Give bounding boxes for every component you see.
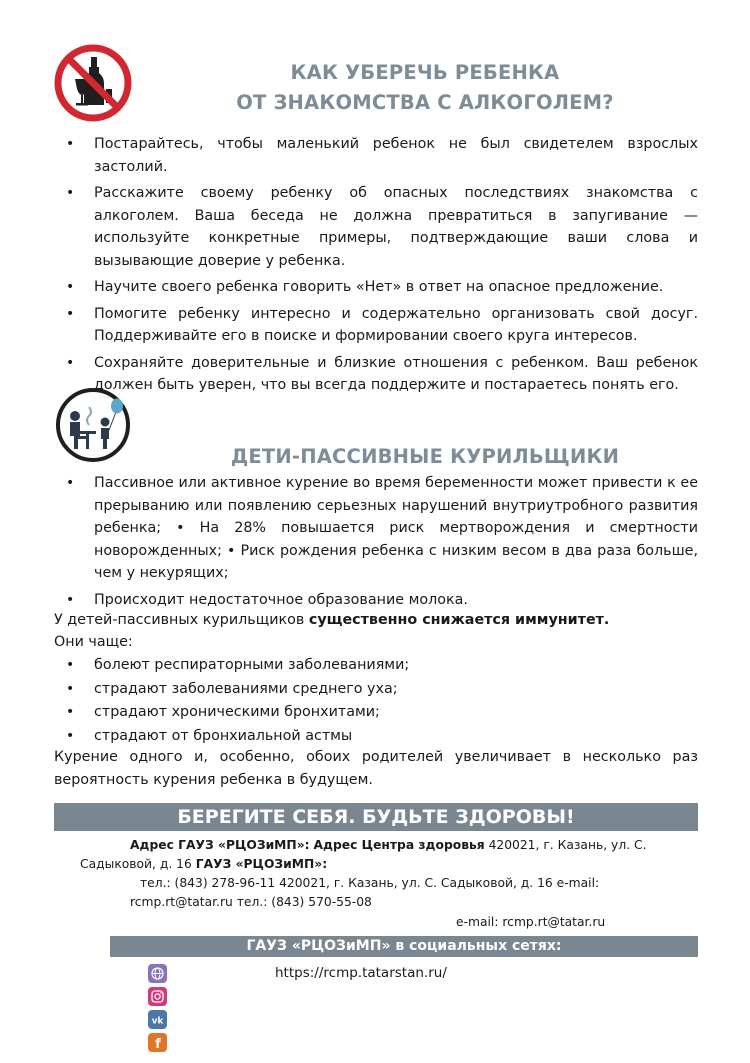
list-item: • Научите своего ребенка говорить «Нет» в ответ на опасное предложение. xyxy=(54,276,698,299)
list-item: • Помогите ребенку интересно и содержательно организовать свой досуг. Поддерживайте его в поиске и формировании своего круга интересов. xyxy=(54,303,698,348)
section1-title-line2: ОТ ЗНАКОМСТВА С АЛКОГОЛЕМ? xyxy=(236,91,614,114)
section2-title: ДЕТИ-ПАССИВНЫЕ КУРИЛЬЩИКИ xyxy=(230,445,620,468)
list-item: • Постарайтесь, чтобы маленький ребенок не был свидетелем взрослых застолий. xyxy=(54,133,698,178)
facebook-icon[interactable] xyxy=(148,1033,167,1052)
list-item: • Происходит недостаточное образование молока. xyxy=(54,589,698,612)
instagram-icon[interactable] xyxy=(148,987,167,1006)
site-link[interactable]: https://rcmp.tatarstan.ru/ xyxy=(275,965,447,981)
slogan-banner: БЕРЕГИТЕ СЕБЯ. БУДЬТЕ ЗДОРОВЫ! xyxy=(54,803,698,831)
closing-paragraph: Курение одного и, особенно, обоих родителей увеличивает в несколько раз вероятность курения ребенка в будущем. xyxy=(54,749,698,788)
often-list xyxy=(54,654,698,748)
list-item: • страдают хроническими бронхитами; xyxy=(54,701,698,725)
section1-title-line1: КАК УБЕРЕЧЬ РЕБЕНКА xyxy=(290,61,560,84)
svg-text:vk: vk xyxy=(151,1016,164,1027)
globe-icon[interactable] xyxy=(148,964,167,983)
smoking-effects-list xyxy=(54,472,698,611)
address-line-2: Садыковой, д. 16 ГАУЗ «РЦОЗиМП»: xyxy=(80,857,328,871)
list-item: • страдают от бронхиальной астмы xyxy=(54,725,698,749)
list-item: • страдают заболеваниями среднего уха; xyxy=(54,678,698,702)
address-line-3: тел.: (843) 278-96-11 420021, г. Казань, ул. С. Садыковой, д. 16 e-mail: xyxy=(140,876,600,890)
email-line: e-mail: rcmp.rt@tatar.ru xyxy=(456,915,606,929)
often-label: Они чаще: xyxy=(54,634,133,650)
list-item: • Пассивное или активное курение во время беременности может привести к ее прерыванию или появлению серьезных нарушений внутриутробного развития ребенка; • На 28% повышается риск мертворождения и смертности новорожденных; • Риск рождения ребенка с низким весом в два раза больше, чем у некурящих; xyxy=(54,472,698,585)
social-banner: ГАУЗ «РЦОЗиМП» в социальных сетях: xyxy=(110,936,698,957)
list-item: • Сохраняйте доверительные и близкие отношения с ребенком. Ваш ребенок должен быть уверен, что вы всегда поддержите и постараетесь понять его. xyxy=(54,352,698,397)
address-line-4: rcmp.rt@tatar.ru тел.: (843) 570-55-08 xyxy=(130,895,372,909)
alcohol-advice-list xyxy=(54,133,698,401)
immunity-emphasis: существенно снижается иммунитет. xyxy=(308,612,610,628)
address-line-1: Адрес ГАУЗ «РЦОЗиМП»: Адрес Центра здоровья 420021, г. Казань, ул. С. xyxy=(130,838,647,852)
vk-icon[interactable] xyxy=(148,1010,167,1029)
immunity-paragraph: У детей-пассивных курильщиков существенно снижается иммунитет. xyxy=(54,612,610,628)
svg-text:f: f xyxy=(155,1037,161,1052)
list-item: • болеют респираторными заболеваниями; xyxy=(54,654,698,678)
list-item: • Расскажите своему ребенку об опасных последствиях знакомства с алкоголем. Ваша беседа не должна превратиться в запугивание — используйте конкретные примеры, подтверждающие ваши слова и вызывающие доверие у ребенка. xyxy=(54,182,698,272)
